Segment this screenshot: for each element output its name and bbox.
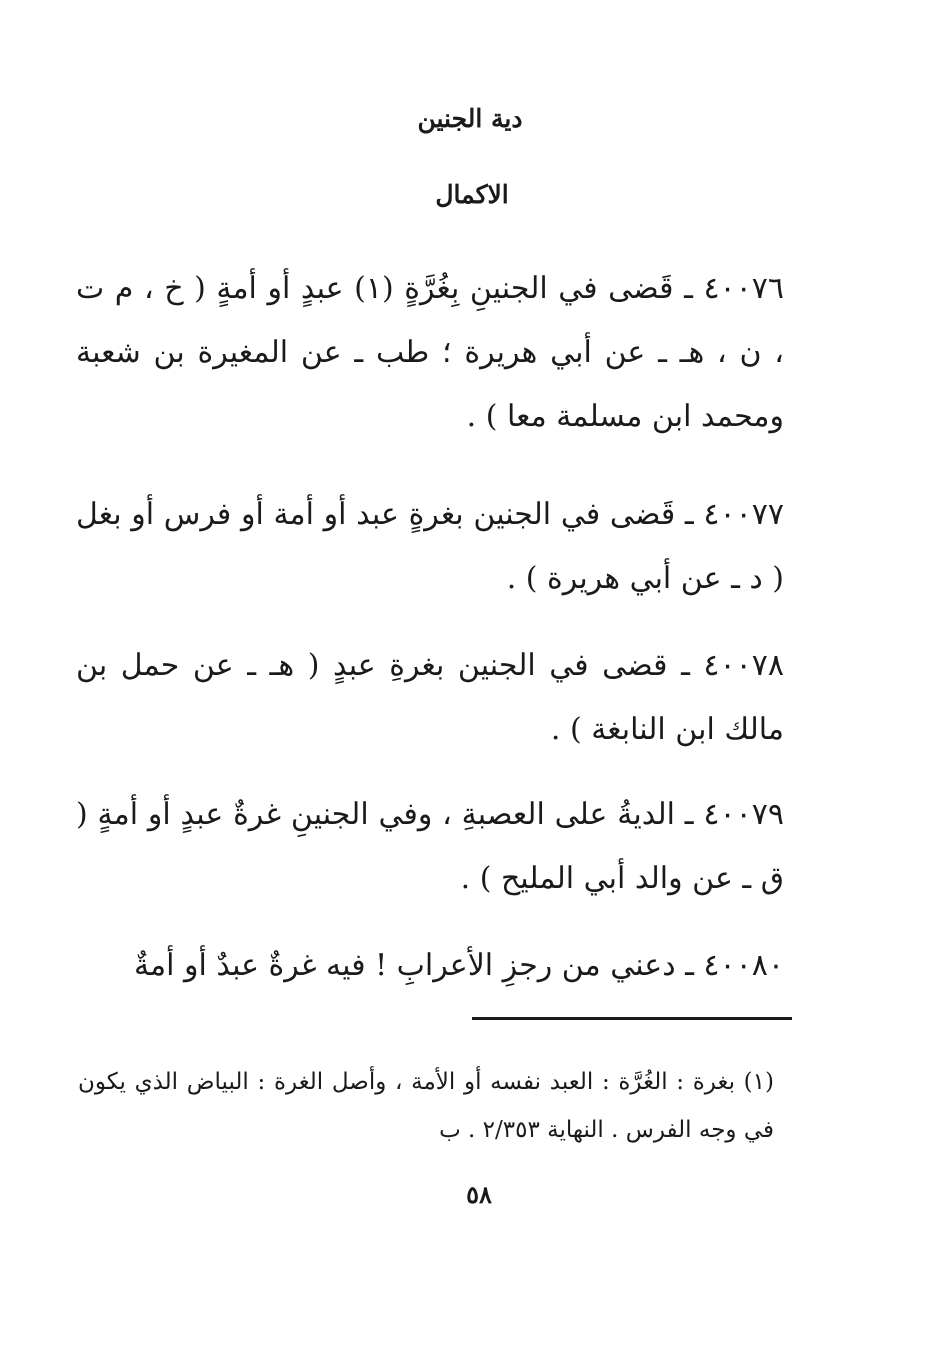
section-title: الاكمال <box>435 180 509 209</box>
hadith-40078: ٤٠٠٧٨ ـ قضى في الجنين بغرةِ عبدٍ ( هـ ـ عن حمل بن مالك ابن النابغة ) . <box>76 648 784 747</box>
hadith-40077: ٤٠٠٧٧ ـ قَضى في الجنين بغرةٍ عبد أو أمة أو فرس أو بغل ( د ـ عن أبي هريرة ) . <box>76 497 784 596</box>
footnote: (١) بغرة : الغُرَّة : العبد نفسه أو الأمة ، وأصل الغرة : البياض الذي يكون في وجه الفرس . النهاية ٢/٣٥٣ . ب <box>78 1069 774 1143</box>
hadith-40076: ٤٠٠٧٦ ـ قَضى في الجنينِ بِغُرَّةٍ (١) عبدٍ أو أمةٍ ( خ ، م ت ، ن ، هـ ـ عن أبي هريرة ؛ طب ـ عن المغيرة بن شعبة ومحمد ابن مسلمة معا ) . <box>76 271 785 434</box>
hadith-40079: ٤٠٠٧٩ ـ الديةُ على العصبةِ ، وفي الجنينِ غرةٌ عبدٍ أو أمةٍ ( ق ـ عن والد أبي المليح ) . <box>76 797 784 896</box>
footnote-divider <box>472 1017 792 1020</box>
chapter-title: دية الجنين <box>417 104 523 133</box>
page-number: ٥٨ <box>466 1180 492 1209</box>
hadith-40080: ٤٠٠٨٠ ـ دعني من رجزِ الأعرابِ ! فيه غرةٌ عبدٌ أو أمةٌ <box>133 948 784 983</box>
